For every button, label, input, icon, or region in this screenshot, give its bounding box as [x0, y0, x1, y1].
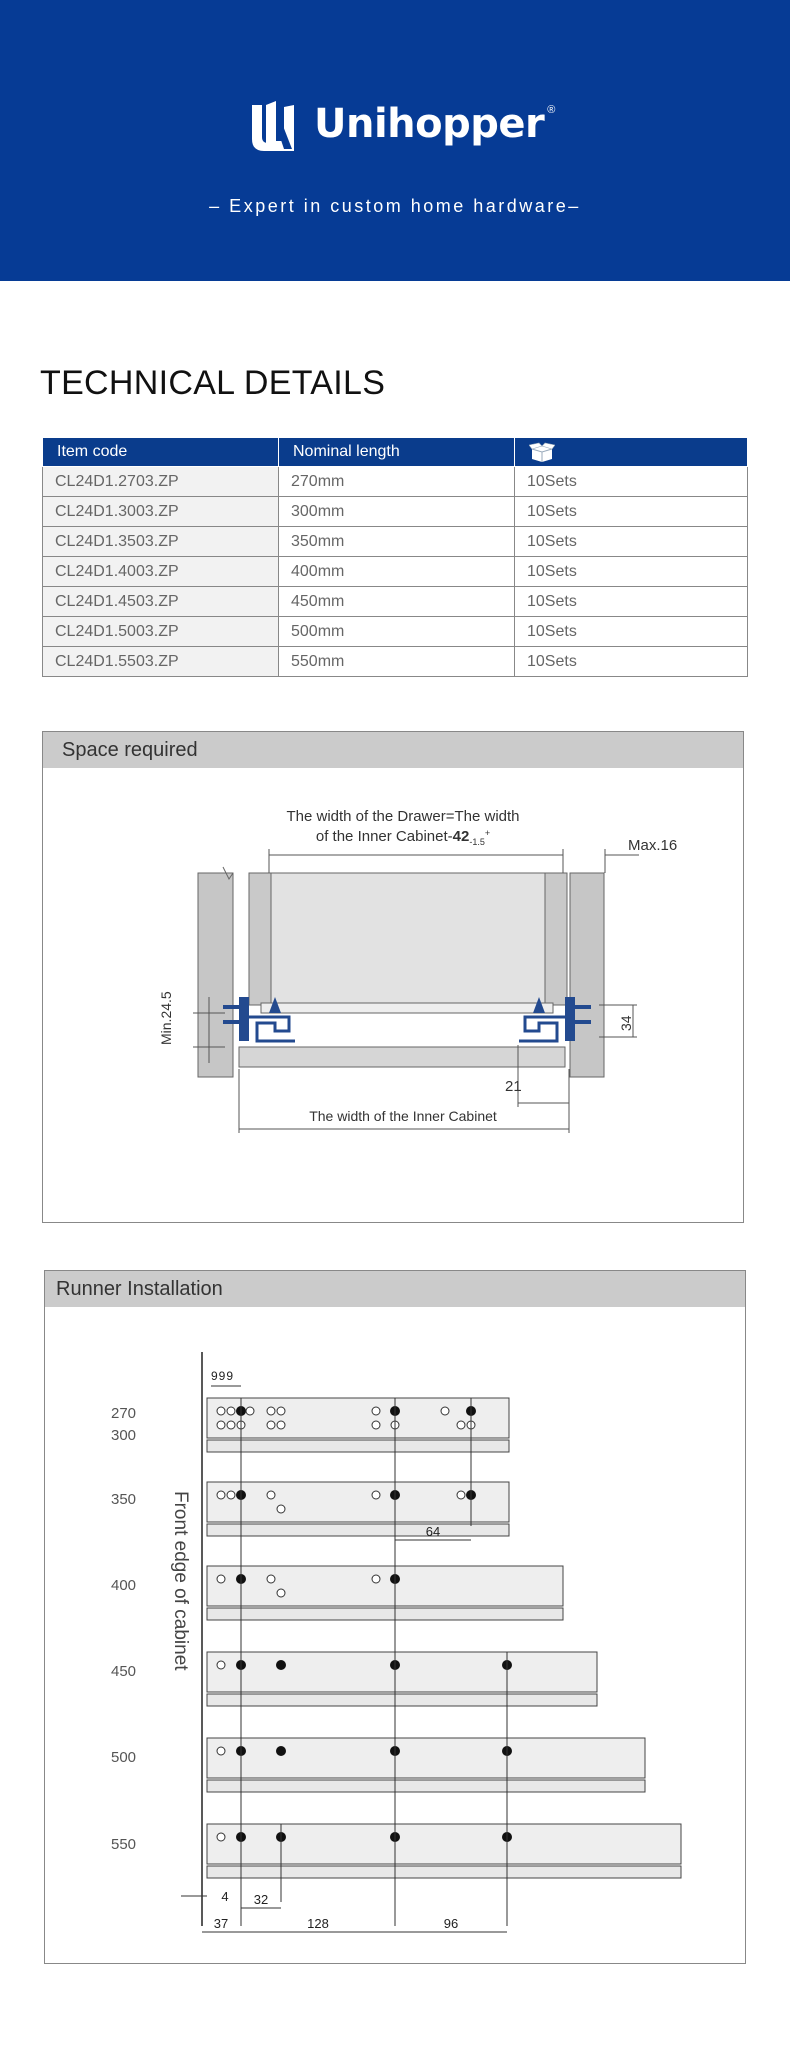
drawer-width-line1: The width of the Drawer=The width — [286, 808, 520, 825]
package-cell: 10Sets — [515, 617, 748, 647]
dim-96-label: 96 — [443, 1916, 459, 1931]
runner-rail — [207, 1824, 681, 1878]
length-cell: 300mm — [279, 497, 515, 527]
space-required-panel — [42, 731, 744, 1223]
drawer-width-line2: of the Inner Cabinet-$42_{-1.5}^+$ — [315, 828, 491, 847]
length-cell: 270mm — [279, 467, 515, 497]
dim-4-label: 4 — [221, 1889, 229, 1904]
length-label: 270 — [111, 1405, 137, 1422]
length-label: 300 — [111, 1427, 137, 1444]
table-row — [43, 467, 748, 497]
runner-rail — [207, 1738, 645, 1792]
table-row — [43, 617, 748, 647]
length-label: 450 — [111, 1663, 137, 1680]
pitch-label: 999 — [211, 1369, 235, 1383]
item-code-cell: CL24D1.3503.ZP — [43, 527, 279, 557]
package-cell: 10Sets — [515, 527, 748, 557]
table-header-row — [43, 438, 748, 467]
item-code-cell: CL24D1.5003.ZP — [43, 617, 279, 647]
right-cabinet-wall — [570, 873, 604, 1077]
left-cabinet-wall — [198, 873, 233, 1077]
table-row — [43, 587, 748, 617]
header-item-code: Item code — [43, 438, 279, 467]
length-cell: 450mm — [279, 587, 515, 617]
dim-21-label: 21 — [505, 1078, 522, 1095]
runner-installation-panel — [44, 1270, 746, 1964]
item-code-cell: CL24D1.5503.ZP — [43, 647, 279, 677]
runner-rail — [207, 1482, 509, 1536]
item-code-cell: CL24D1.3003.ZP — [43, 497, 279, 527]
item-code-cell: CL24D1.4503.ZP — [43, 587, 279, 617]
dim-32-label: 32 — [253, 1892, 269, 1907]
length-cell: 500mm — [279, 617, 515, 647]
length-cell: 400mm — [279, 557, 515, 587]
brand-name: Unihopper — [314, 101, 545, 147]
header-banner — [0, 0, 790, 281]
tagline: – Expert in custom home hardware– — [209, 196, 581, 216]
package-cell: 10Sets — [515, 497, 748, 527]
header-package — [515, 438, 748, 467]
item-code-cell: CL24D1.4003.ZP — [43, 557, 279, 587]
package-cell: 10Sets — [515, 587, 748, 617]
max-label: Max.16 — [628, 837, 678, 854]
box-icon — [529, 442, 555, 462]
brand-logo — [248, 94, 555, 154]
min-label: Min.24.5 — [158, 991, 174, 1045]
runner-rail — [207, 1652, 597, 1706]
length-cell: 350mm — [279, 527, 515, 557]
runner-diagram — [45, 1308, 745, 1962]
package-cell: 10Sets — [515, 557, 748, 587]
table-row — [43, 647, 748, 677]
length-label: 350 — [111, 1491, 137, 1508]
space-diagram — [43, 769, 743, 1221]
left-runner — [245, 1017, 295, 1041]
table-row — [43, 527, 748, 557]
dim-64-label: 64 — [425, 1524, 441, 1539]
table-row — [43, 557, 748, 587]
inner-cabinet-label: The width of the Inner Cabinet — [309, 1108, 497, 1124]
runner-rail — [207, 1398, 509, 1452]
spec-table — [42, 437, 748, 677]
registered-mark: ® — [547, 104, 556, 116]
package-cell: 10Sets — [515, 467, 748, 497]
panel-title: Runner Installation — [45, 1271, 745, 1307]
length-label: 400 — [111, 1577, 137, 1594]
drawer-box — [271, 873, 545, 1005]
item-code-cell: CL24D1.2703.ZP — [43, 467, 279, 497]
length-label: 550 — [111, 1836, 137, 1853]
cabinet-bottom — [239, 1047, 565, 1067]
package-cell: 10Sets — [515, 647, 748, 677]
unihopper-logo-icon — [248, 97, 302, 151]
dim-37-label: 37 — [213, 1916, 229, 1931]
length-label: 500 — [111, 1749, 137, 1766]
front-edge-label: Front edge of cabinet — [170, 1491, 191, 1671]
section-title: TECHNICAL DETAILS — [40, 364, 386, 402]
length-cell: 550mm — [279, 647, 515, 677]
table-row — [43, 497, 748, 527]
panel-title: Space required — [43, 732, 743, 768]
runner-rail — [207, 1566, 563, 1620]
right-runner — [519, 1017, 569, 1041]
dim-128-label: 128 — [307, 1916, 329, 1931]
header-nominal-length: Nominal length — [279, 438, 515, 467]
dim-34-label: 34 — [618, 1015, 634, 1031]
